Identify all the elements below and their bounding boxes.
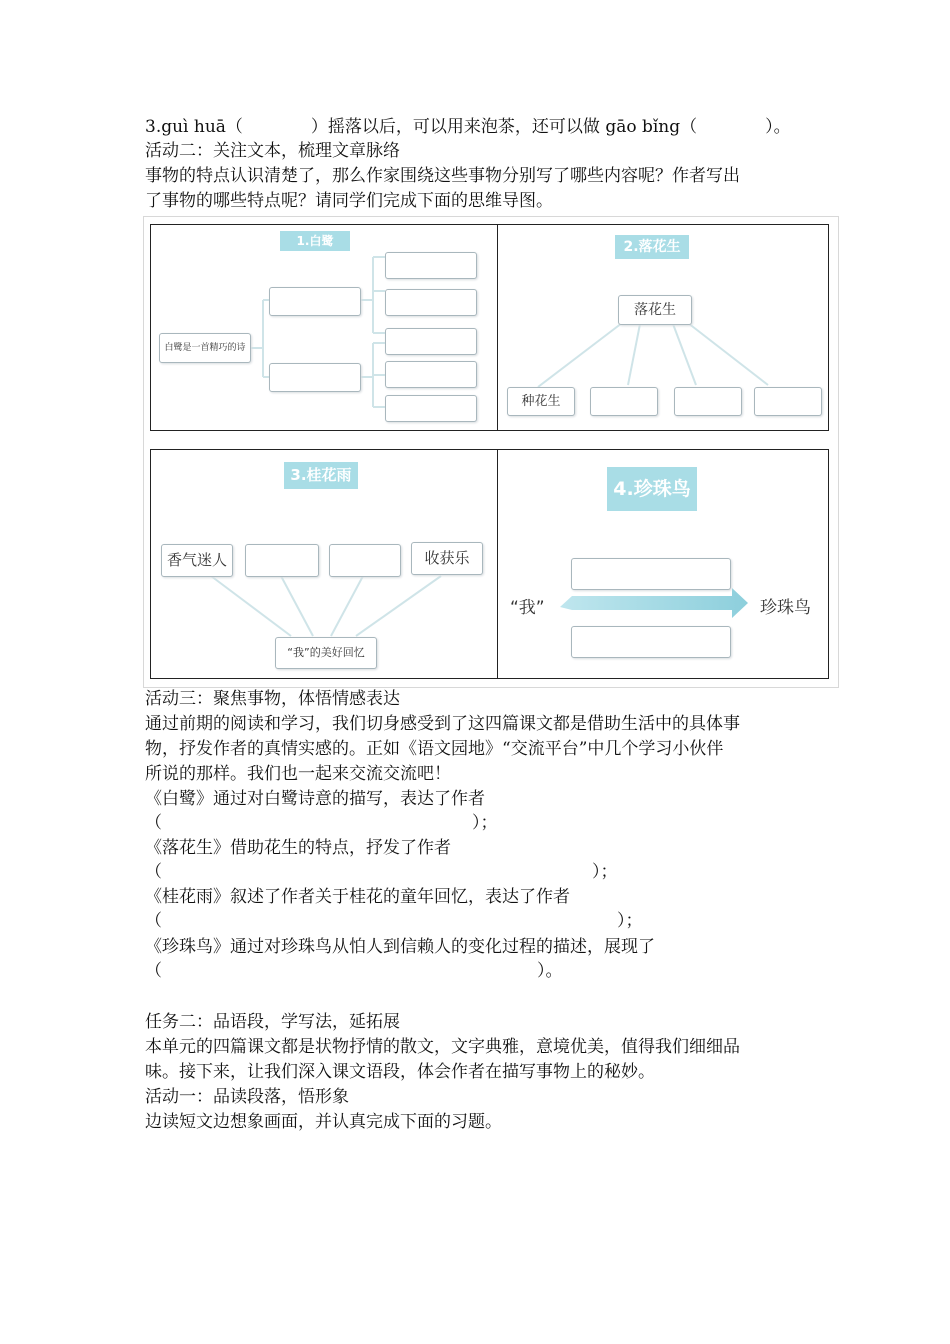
egret-leaf-box[interactable] [385,361,477,388]
peanut-leaf-box[interactable] [754,387,822,416]
panel-pearl-bird-title: 4.珍珠鸟 [607,467,697,511]
peanut-root-box: 落花生 [618,295,692,325]
peanut-leaf-box[interactable] [590,387,658,416]
pearl-bird-right-label: 珍珠鸟 [760,598,811,618]
sentence-osmanthus: 《桂花雨》叙述了作者关于桂花的童年回忆，表达了作者 [145,887,570,907]
egret-branch-box[interactable] [269,363,361,392]
activity-3-text-2: 物，抒发作者的真情实感的。正如《语文园地》“交流平台”中几个学习小伙伴 [145,739,724,759]
activity-2-title: 活动二：关注文本，梳理文章脉络 [145,141,400,161]
blank-osmanthus[interactable] [145,909,643,933]
activity-3-title: 活动三：聚焦事物，体悟情感表达 [145,689,400,709]
blank-open-paren: （ [145,862,162,882]
panel-peanut [497,224,829,431]
question-3: 3.guì huā（ ）摇落以后，可以用来泡茶，还可以做 gāo bǐng（ ）。 [145,117,791,137]
activity-3-text-1: 通过前期的阅读和学习，我们切身感受到了这四篇课文都是借助生活中的具体事 [145,714,740,734]
egret-leaf-box[interactable] [385,328,477,355]
osmanthus-blank-box[interactable] [245,544,319,577]
task-2-text-1: 本单元的四篇课文都是状物抒情的散文，文字典雅，意境优美，值得我们细细品 [145,1037,740,1057]
panel-egret [150,224,498,431]
egret-leaf-box[interactable] [385,252,477,279]
osmanthus-blank-box[interactable] [329,544,401,577]
pearl-bird-blank-box[interactable] [571,558,731,590]
peanut-leaf-box: 种花生 [507,387,575,416]
panel-peanut-title: 2.落花生 [615,235,689,259]
blank-egret[interactable] [145,811,498,835]
activity-2-text-2: 了事物的哪些特点呢？请同学们完成下面的思维导图。 [145,191,553,211]
task-2-text-2: 味。接下来，让我们深入课文语段，体会作者在描写事物上的秘妙。 [145,1062,655,1082]
blank-open-paren: （ [145,911,162,931]
egret-root-box: 白鹭是一首精巧的诗 [159,333,251,363]
activity-3-text-3: 所说的那样。我们也一起来交流交流吧！ [145,764,451,784]
pearl-bird-left-label: “我” [510,598,545,618]
blank-open-paren: （ [145,961,162,981]
osmanthus-right-box: 收获乐 [411,542,483,575]
pearl-bird-blank-box[interactable] [571,626,731,658]
task-2-title: 任务二：品语段，学写法，延拓展 [145,1012,400,1032]
blank-open-paren: （ [145,813,162,833]
osmanthus-left-box: 香气迷人 [161,544,233,577]
blank-close-paren: ）； [617,911,643,931]
peanut-leaf-box[interactable] [674,387,742,416]
panel-pearl-bird [497,449,829,679]
panel-osmanthus-title: 3.桂花雨 [284,462,358,489]
sentence-pearl-bird: 《珍珠鸟》通过对珍珠鸟从怕人到信赖人的变化过程的描述，展现了 [145,937,655,957]
task-2-activity-1-title: 活动一：品读段落，悟形象 [145,1087,349,1107]
egret-branch-box[interactable] [269,287,361,316]
osmanthus-bottom-box: “我”的美好回忆 [275,637,377,669]
egret-leaf-box[interactable] [385,289,477,316]
panel-egret-title: 1.白鹭 [280,231,350,251]
activity-2-text-1: 事物的特点认识清楚了，那么作家围绕这些事物分别写了哪些内容呢？作者写出 [145,166,740,186]
task-2-activity-1-text: 边读短文边想象画面，并认真完成下面的习题。 [145,1112,502,1132]
panel-osmanthus [150,449,498,679]
blank-peanut[interactable] [145,860,618,884]
egret-leaf-box[interactable] [385,395,477,422]
blank-close-paren: ）； [472,813,498,833]
blank-close-paren: ）。 [537,961,563,981]
sentence-egret: 《白鹭》通过对白鹭诗意的描写，表达了作者 [145,789,485,809]
blank-close-paren: ）； [592,862,618,882]
mind-map-figure [143,216,839,688]
sentence-peanut: 《落花生》借助花生的特点，抒发了作者 [145,838,451,858]
blank-pearl-bird[interactable] [145,959,563,983]
